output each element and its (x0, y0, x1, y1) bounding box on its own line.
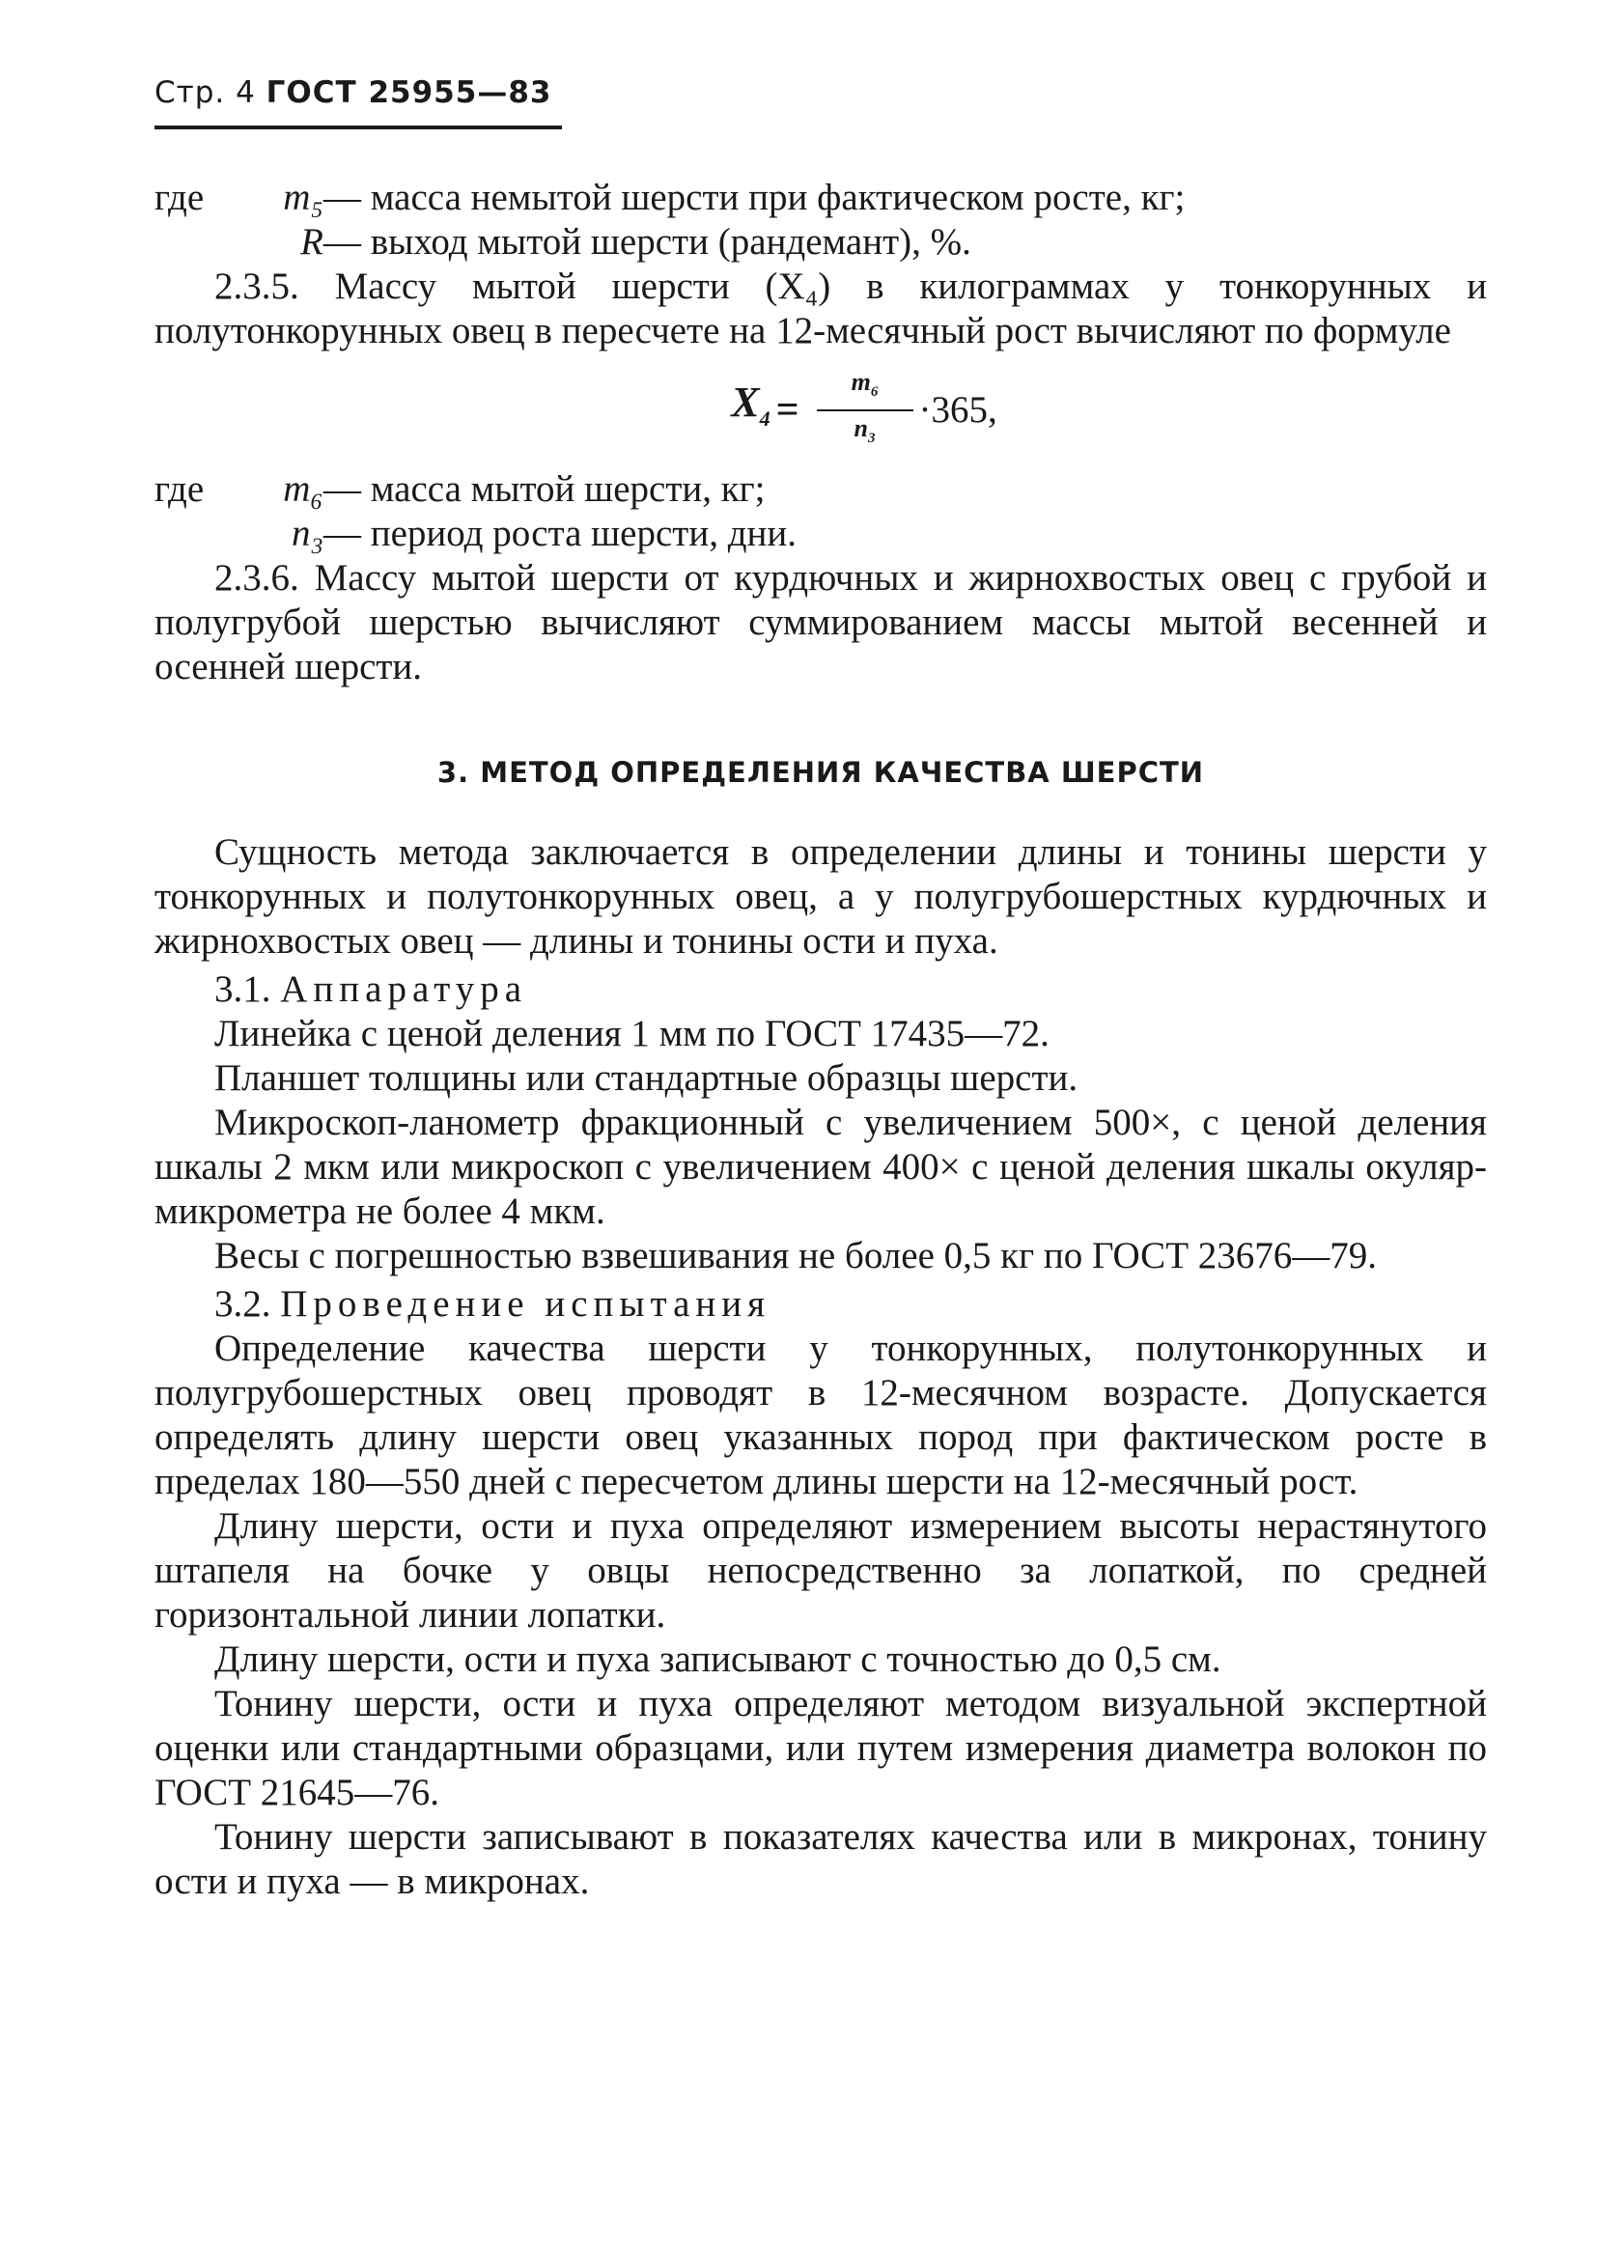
section-3-title: 3. МЕТОД ОПРЕДЕЛЕНИЯ КАЧЕСТВА ШЕРСТИ (436, 756, 1205, 789)
definition-n3: — период роста шерсти, дни. (323, 513, 798, 554)
symbol-m6: m₆ (283, 468, 323, 510)
clause-2-3-6: 2.3.6. Массу мытой шерсти от курдючных и жирнохвостых овец с грубой и полугрубой шерстью вычисляют суммированием массы мытой весенней и осенней шерсти. (154, 557, 1487, 687)
page-header (154, 75, 551, 110)
definition-m5: — масса немытой шерсти при фактическом росте, кг; (323, 177, 1186, 218)
testing-paragraph: Тонину шерсти, ости и пуха определяют методом визуальной экспертной оценки или стандартными образцами, или путем измерения диаметра волокон по ГОСТ 21645—76. (154, 1683, 1487, 1813)
where-row-n3 (154, 512, 1487, 556)
testing-paragraph: Длину шерсти, ости и пуха определяют измерением высоты нерастянутого штапеля на бочке у овцы непосредственно за лопаткой, по средней горизонтальной линии лопатки. (154, 1505, 1487, 1636)
page-body (154, 176, 1487, 1904)
section-3-intro: Сущность метода заключается в определении длины и тонины шерсти у тонкорунных и полутонкорунных овец, а у полугрубошерстных курдючных и жирнохвостых овец — длины и тонины ости и пуха. (154, 831, 1487, 962)
where-row-r (154, 220, 1487, 265)
formula-fraction (817, 365, 913, 456)
apparatus-item: Линейка с ценой деления 1 мм по ГОСТ 17435—72. (214, 1013, 1050, 1054)
testing-paragraph: Тонину шерсти записывают в показателях качества или в микронах, тонину ости и пуха — в микронах. (154, 1816, 1487, 1902)
clause-3-2-heading (154, 1282, 1487, 1327)
header-rule (154, 126, 562, 129)
clause-3-1-heading (154, 967, 1487, 1012)
testing-paragraph: Определение качества шерсти у тонкорунных, полутонкорунных и полугрубошерстных овец проводят в 12-месячном возрасте. Допускается определять длину шерсти овец указанных пород при фактическом росте в пределах 180—550 дней с пересчетом длины шерсти на 12-месячный рост. (154, 1328, 1487, 1502)
formula-lhs: $X_4$ (731, 378, 770, 431)
symbol-n3: n₃ (291, 513, 323, 554)
formula-x4 (241, 353, 1487, 467)
apparatus-item: Микроскоп-ланометр фракционный с увеличением 500×, с ценой деления шкалы 2 мкм или микроскоп с увеличением 400× с ценой деления шкалы окуляр-микрометра не более 4 мкм. (154, 1102, 1487, 1232)
page-label: Стр. 4 (154, 75, 256, 110)
clause-3-1-title: Аппаратура (280, 968, 528, 1010)
apparatus-item: Весы с погрешностью взвешивания не более 0,5 кг по ГОСТ 23676—79. (214, 1235, 1378, 1276)
symbol-r: R (300, 221, 323, 263)
standard-number: ГОСТ 25955—83 (266, 75, 552, 110)
apparatus-item: Планшет толщины или стандартные образцы шерсти. (214, 1057, 1078, 1099)
formula-equals: = (775, 388, 799, 433)
symbol-m5: m₅ (283, 177, 323, 218)
formula-numerator: $m_6$ (851, 367, 879, 400)
where-row-m5 (154, 176, 1487, 220)
testing-paragraph: Длину шерсти, ости и пуха записывают с точностью до 0,5 см. (214, 1638, 1221, 1680)
formula-coefficient: ·365, (918, 389, 997, 431)
definition-r: — выход мытой шерсти (рандемант), %. (323, 221, 971, 263)
clause-3-1-number: 3.1. (214, 968, 271, 1010)
clause-2-3-5: 2.3.5. Массу мытой шерсти (X₄) в килограммах у тонкорунных и полутонкорунных овец в пересчете на 12-месячный рост вычисляют по формуле (154, 266, 1487, 351)
definition-m6: — масса мытой шерсти, кг; (323, 468, 766, 510)
where-lead: где (154, 468, 205, 510)
formula-denominator: $n_3$ (854, 414, 876, 447)
where-row-m6 (154, 467, 1487, 512)
clause-3-2-title: Проведение испытания (280, 1283, 771, 1325)
where-lead: где (154, 177, 205, 218)
clause-3-2-number: 3.2. (214, 1283, 271, 1325)
